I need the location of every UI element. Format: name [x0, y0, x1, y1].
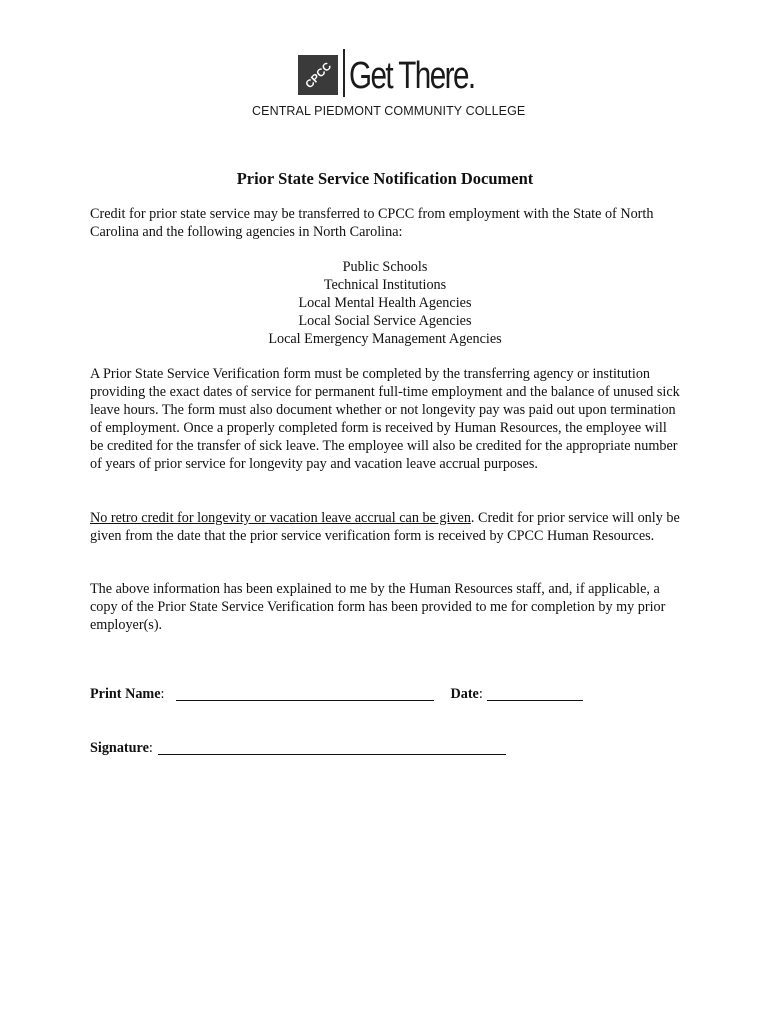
intro-paragraph: Credit for prior state service may be transferred to CPCC from employment with the State of North Carolina and the following agencies in North Carolina:: [90, 206, 654, 240]
acknowledgement-paragraph: The above information has been explained to me by the Human Resources staff, and, if applicable, a copy of the Prior State Service Verification form has been provided to me for completion by my prior employer(s).: [90, 581, 666, 633]
print-name-colon: :: [160, 686, 165, 702]
college-logo: [298, 47, 510, 99]
agency-item: Local Mental Health Agencies: [298, 295, 472, 311]
date-group: [450, 686, 582, 703]
signature-label: Signature: [90, 740, 149, 756]
agency-item: Local Emergency Management Agencies: [268, 331, 502, 347]
retro-credit-notice: No retro credit for longevity or vacation leave accrual can be given: [90, 510, 471, 526]
date-colon: :: [478, 686, 483, 702]
signature-colon: :: [148, 740, 153, 756]
date-label: Date: [450, 686, 479, 702]
retro-credit-text: . Credit for prior service will only be given from the date that the prior service verification form is received by CPCC Human Resources.: [90, 510, 680, 544]
agency-item: Public Schools: [342, 259, 428, 275]
signature-field[interactable]: [158, 740, 506, 755]
date-field[interactable]: [487, 686, 583, 701]
agency-list: [0, 258, 770, 348]
agency-item: Local Social Service Agencies: [298, 313, 472, 329]
agency-item: Technical Institutions: [323, 277, 447, 293]
logo-mark-text: CPCC: [303, 60, 334, 91]
print-name-label: Print Name: [90, 686, 161, 702]
print-name-row: [90, 686, 583, 703]
logo-tagline: Get There.: [349, 55, 475, 97]
college-name: CENTRAL PIEDMONT COMMUNITY COLLEGE: [252, 104, 526, 118]
signature-row: [90, 740, 506, 757]
print-name-field[interactable]: [176, 686, 434, 701]
logo-divider: [343, 49, 345, 97]
cpcc-logo-mark: [298, 55, 338, 95]
retro-credit-paragraph: [90, 509, 680, 545]
verification-paragraph: A Prior State Service Verification form must be completed by the transferring agency or institution providing the exact dates of service for permanent full-time employment and the balance of unused sick leave hours. The form must also document whether or not longevity pay was paid out upon termination of employment. Once a properly completed form is received by Human Resources, the employee will be credited for the transfer of sick leave. The employee will also be credited for the appropriate number of years of prior service for longevity pay and vacation leave accrual purposes.: [90, 366, 680, 472]
document-title: Prior State Service Notification Document: [236, 169, 534, 188]
